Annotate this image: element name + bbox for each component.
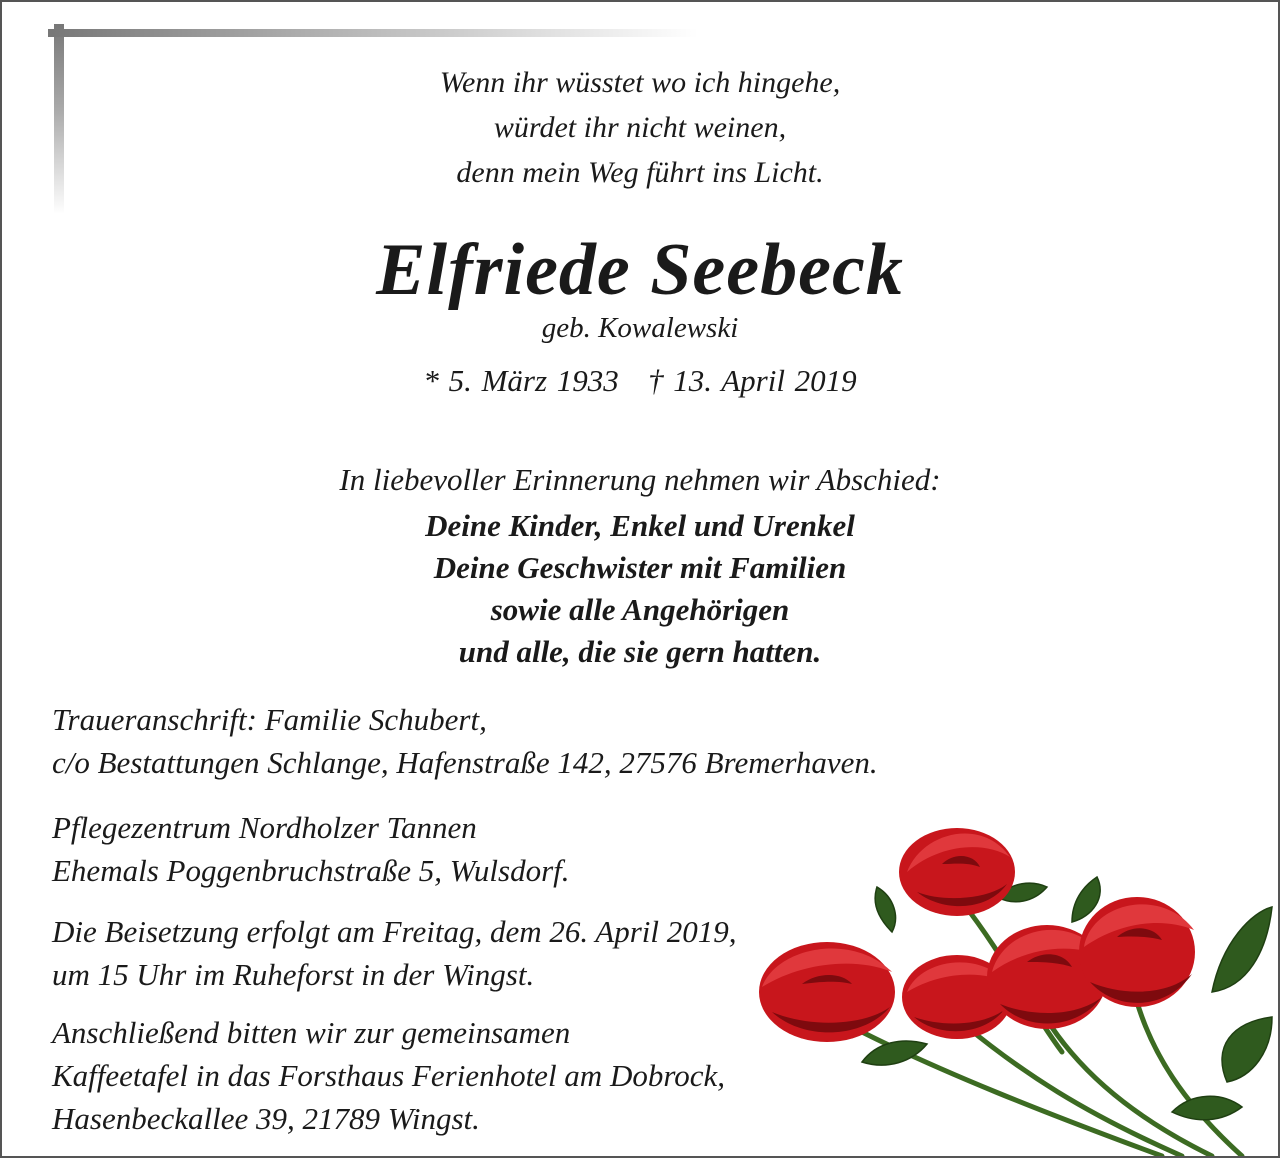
rose-top [899, 828, 1015, 916]
coffee-line: Kaffeetafel in das Forsthaus Ferienhotel am Dobrock, [52, 1058, 726, 1093]
address-line: Traueranschrift: Familie Schubert, [52, 702, 487, 737]
mourner-line: und alle, die sie gern hatten. [458, 634, 822, 669]
poem-line: denn mein Weg führt ins Licht. [456, 156, 824, 189]
address-line: c/o Bestattungen Schlange, Hafenstraße 142, 27576 Bremerhaven. [52, 745, 878, 780]
farewell-intro: In liebevoller Erinnerung nehmen wir Abschied: [339, 462, 941, 497]
cross-horizontal-beam [48, 29, 698, 37]
mourners-list [2, 505, 1278, 673]
poem-line: Wenn ihr wüsstet wo ich hingehe, [439, 66, 841, 99]
care-home-line: Ehemals Poggenbruchstraße 5, Wulsdorf. [52, 853, 570, 888]
poem-line: würdet ihr nicht weinen, [493, 111, 787, 144]
mourner-line: Deine Geschwister mit Familien [433, 550, 847, 585]
mourner-line: Deine Kinder, Enkel und Urenkel [425, 508, 855, 543]
poem [2, 60, 1278, 195]
mourner-line: sowie alle Angehörigen [490, 592, 790, 627]
life-dates [2, 361, 1278, 401]
mourning-address [52, 698, 1052, 784]
coffee-line: Anschließend bitten wir zur gemeinsamen [52, 1015, 571, 1050]
birth-name: geb. Kowalewski [541, 312, 739, 344]
red-roses-illustration [742, 812, 1278, 1156]
burial-line: um 15 Uhr im Ruheforst in der Wingst. [52, 957, 535, 992]
burial-line: Die Beisetzung erfolgt am Freitag, dem 26. April 2019, [52, 914, 737, 949]
coffee-line: Hasenbeckallee 39, 21789 Wingst. [52, 1101, 480, 1136]
rose-left [759, 942, 895, 1042]
life-dates-text: * 5. März 1933 † 13. April 2019 [423, 363, 857, 398]
rose-right [1079, 897, 1195, 1007]
care-home-line: Pflegezentrum Nordholzer Tannen [52, 810, 477, 845]
deceased-name: Elfriede Seebeck [376, 229, 904, 311]
